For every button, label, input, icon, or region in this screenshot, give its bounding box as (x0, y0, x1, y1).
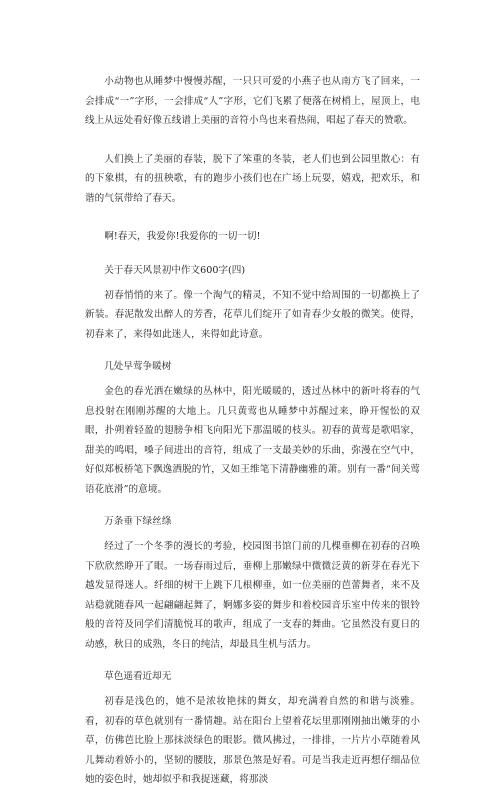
paragraph-swallows: 小动物也从睡梦中慢慢苏醒，一只只可爱的小燕子也从南方飞了回来，一会排成“一”字形，一会排成“人”字形，它们飞累了便落在树梢上，屋顶上，电线上从远处看好像五线谱上美丽的音符小鸟也来看热闹，唱起了春天的赞歌。 (85, 76, 420, 126)
section-heading-essay-four: 关于春天风景初中作文600字(四) (104, 264, 246, 276)
paragraph-early-spring: 初春悄悄的来了。像一个淘气的精灵，不知不觉中给周围的一切都换上了新装。春泥散发出醉人的芳香，花草儿们绽开了如青春少女般的微笑。使得，初春来了，来得如此迷人，来得如此诗意。 (85, 289, 420, 340)
section-heading-willows: 万条垂下绿丝绦 (104, 516, 172, 527)
section-heading-grass: 草色遥看近却无 (104, 671, 172, 682)
section-heading-orioles: 几处早莺争暖树 (104, 361, 172, 372)
paragraph-willows: 经过了一个冬季的漫长的考验，校园图书馆门前的几棵垂柳在初春的召唤下欣欣然睁开了眼。一场春雨过后，垂柳上那嫩绿中微微泛黄的新芽在春光下越发显得迷人。纤细的树干上跳下几根柳垂，如一位美丽的芭蕾舞者，来不及站稳就随春风一起翩翩起舞了，婀娜多姿的舞步和着校园音乐室中传来的银铃般的音符及同学们清脆悦耳的歌声，组成了一支春的舞曲。它虽然没有夏日的动感，秋日的成熟，冬日的纯洁，却最具生机与活力。 (85, 541, 420, 650)
document-body (85, 72, 420, 790)
paragraph-people: 人们换上了美丽的春装，脱下了笨重的冬装，老人们也到公园里散心：有的下象棋，有的扭秧歌，有的跑步小孩们也在广场上玩耍，嬉戏，把欢乐，和谐的气氛带给了春天。 (85, 153, 420, 204)
paragraph-orioles: 金色的春光洒在嫩绿的丛林中，阳光暖暖的，透过丛林中的新叶将春的气息投射在刚刚苏醒的大地上。几只黄莺也从睡梦中苏醒过来，睁开惺忪的双眼，扑朔着轻盈的翅膀争相飞向阳光下那温暖的枝头。初春的黄莺是歌唱家，甜美的鸣唱，嗓子间进出的音符，组成了一支最美妙的乐曲，弥漫在空气中，好似郑板桥笔下飘逸洒脱的竹，又如王维笔下清静幽雅的萧。别有一番“间关莺语花底滑”的意境。 (85, 386, 420, 495)
paragraph-exclaim: 啊!春天，我爱你!我爱你的一切一切! (104, 231, 261, 242)
paragraph-grass: 初春是浅色的，她不是浓妆艳抹的舞女，却充满着自然的和谐与淡雅。看，初春的草色就别有一番情趣。站在阳台上望着花坛里那刚刚抽出嫩芽的小草，仿佛芭比脸上那抹淡绿色的眼影。微风拂过，一排排，一片片小草随着风儿舞动着娇小的，坚韧的腰肢，那景色煞是好看。可是当我走近再想仔细品位她的姿色时，她却似乎和我捉迷藏，将那淡 (85, 696, 420, 785)
